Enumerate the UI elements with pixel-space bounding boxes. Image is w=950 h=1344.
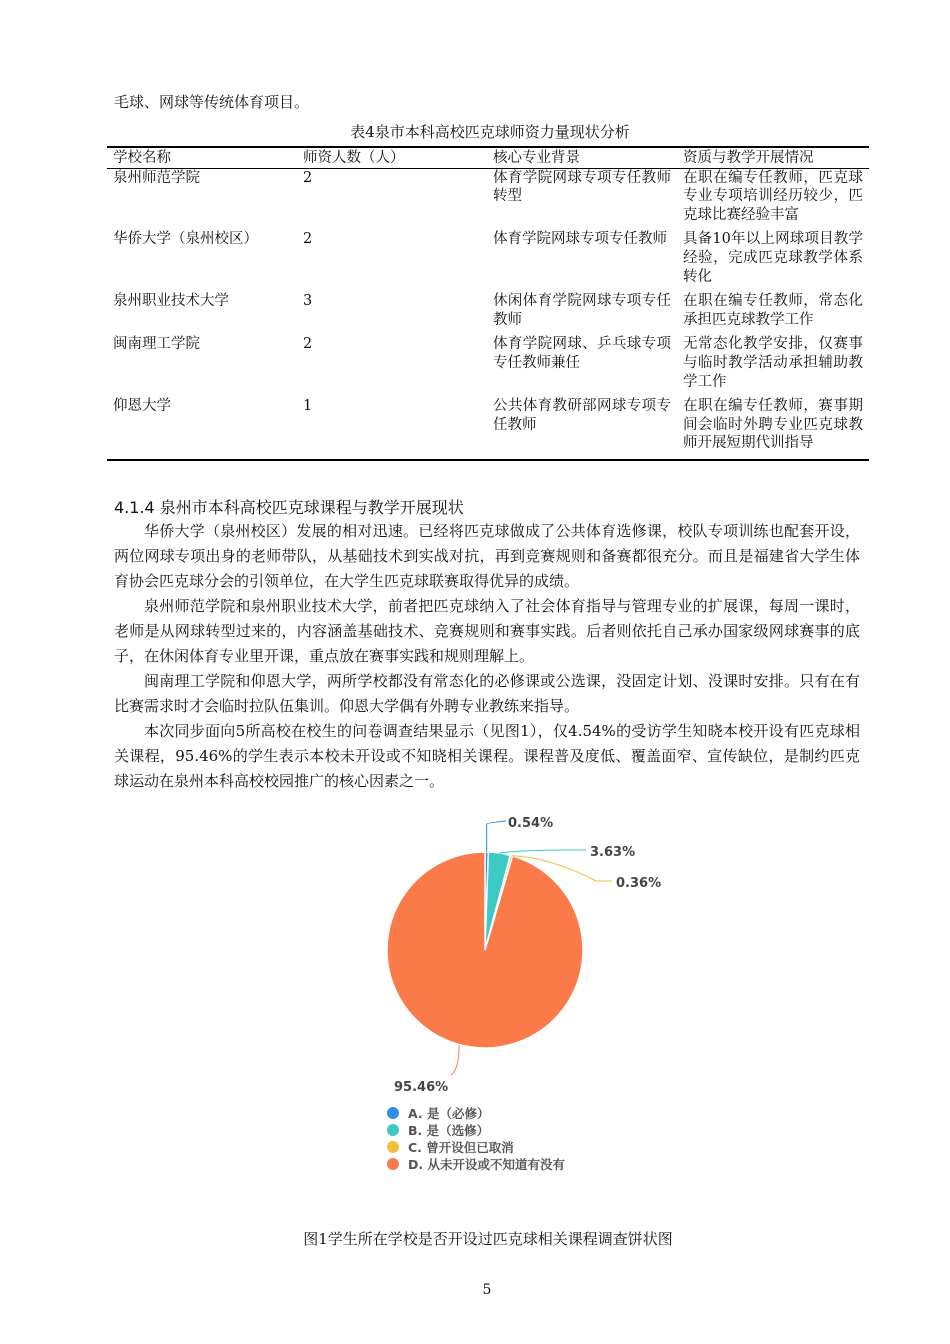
legend-marker: [387, 1158, 399, 1170]
table-row: [107, 230, 869, 292]
cell-school: 闽南理工学院: [113, 336, 200, 353]
pie-slice: [387, 852, 583, 1048]
page-number: 5: [482, 1282, 492, 1298]
table-caption: 表4泉市本科高校匹克球师资力量现状分析: [350, 123, 630, 141]
cell-count: 1: [297, 397, 487, 460]
cell-count: 3: [303, 293, 313, 310]
faculty-table: [107, 146, 869, 461]
header-qualification: 资质与教学开展情况: [677, 147, 869, 168]
cell-qualification: 无常态化教学安排，仅赛事与临时教学活动承担辅助教学工作: [683, 336, 863, 390]
legend-marker: [387, 1124, 399, 1136]
section-heading: 4.1.4 泉州市本科高校匹克球课程与教学开展现状: [114, 498, 464, 517]
leader-line: [487, 821, 506, 852]
cell-count: 2: [303, 169, 313, 186]
header-background: 核心专业背景: [487, 147, 677, 168]
table-row: [107, 292, 869, 335]
data-label: 0.54%: [508, 816, 554, 831]
continued-text-line: 毛球、网球等传统体育项目。: [114, 93, 310, 111]
cell-school: 泉州师范学院: [113, 169, 200, 186]
header-teacher-count: 师资人数（人）: [297, 147, 487, 168]
cell-count: 2: [303, 231, 313, 248]
paragraph: 华侨大学（泉州校区）发展的相对迅速。已经将匹克球做成了公共体育选修课，校队专项训练也配套开设，两位网球专项出身的老师带队，从基础技术到实战对抗，再到竞赛规则和备赛都很充分。而且是福建省大学生体育协会匹克球分会的引领单位，在大学生匹克球联赛取得优异的成绩。: [114, 522, 860, 590]
legend-label: C. 曾开设但已取消: [408, 1140, 514, 1155]
leader-line: [499, 850, 586, 853]
cell-qualification: 在职在编专任教师，赛事期间会临时外聘专业匹克球教师开展短期代训指导: [677, 397, 869, 460]
data-label: 95.46%: [394, 1080, 449, 1095]
cell-count: 2: [303, 336, 313, 353]
data-label: 3.63%: [590, 845, 636, 860]
header-school: 学校名称: [107, 147, 297, 168]
section-body: [114, 519, 860, 794]
cell-qualification: 具备10年以上网球项目教学经验，完成匹克球教学体系转化: [683, 231, 863, 285]
legend-marker: [387, 1107, 399, 1119]
cell-background: 体育学院网球、乒乓球专项专任教师兼任: [493, 336, 671, 371]
table-row: [107, 335, 869, 397]
pie-chart: [330, 805, 670, 1180]
figure-caption: 图1学生所在学校是否开设过匹克球相关课程调查饼状图: [303, 1230, 673, 1248]
table-row: [107, 168, 869, 230]
legend-label: B. 是（选修）: [408, 1123, 490, 1138]
data-label: 0.36%: [616, 876, 662, 891]
legend-label: D. 从未开设或不知道有没有: [408, 1157, 565, 1172]
table-row: [107, 397, 869, 460]
paragraph: 本次同步面向5所高校在校生的问卷调查结果显示（见图1），仅4.54%的受访学生知晓本校开设有匹克球相关课程，95.46%的学生表示本校未开设或不知晓相关课程。课程普及度低、覆盖面窄、宣传缺位，是制约匹克球运动在泉州本科高校校园推广的核心因素之一。: [114, 722, 860, 790]
legend-label: A. 是（必修）: [408, 1106, 490, 1121]
paragraph: 闽南理工学院和仰恩大学，两所学校都没有常态化的必修课或公选课，没固定计划、没课时安排。只有在有比赛需求时才会临时拉队伍集训。仰恩大学偶有外聘专业教练来指导。: [114, 672, 860, 715]
cell-background: 公共体育教研部网球专项专任教师: [487, 397, 677, 460]
cell-school: 华侨大学（泉州校区）: [113, 231, 258, 248]
cell-background: 休闲体育学院网球专项专任教师: [493, 293, 671, 328]
leader-line: [451, 1045, 459, 1075]
cell-school: 泉州职业技术大学: [113, 293, 229, 310]
cell-background: 体育学院网球专项专任教师转型: [493, 169, 671, 205]
legend-marker: [387, 1141, 399, 1153]
paragraph: 泉州师范学院和泉州职业技术大学，前者把匹克球纳入了社会体育指导与管理专业的扩展课，每周一课时，老师是从网球转型过来的，内容涵盖基础技术、竞赛规则和赛事实践。后者则依托自己承办国家级网球赛事的底子，在休闲体育专业里开课，重点放在赛事实践和规则理解上。: [114, 597, 860, 665]
cell-qualification: 在职在编专任教师，匹克球专业专项培训经历较少，匹克球比赛经验丰富: [683, 169, 863, 223]
cell-school: 仰恩大学: [107, 397, 297, 460]
cell-qualification: 在职在编专任教师，常态化承担匹克球教学工作: [683, 293, 863, 328]
cell-background: 体育学院网球专项专任教师: [493, 231, 667, 248]
table-header-row: [107, 147, 869, 168]
